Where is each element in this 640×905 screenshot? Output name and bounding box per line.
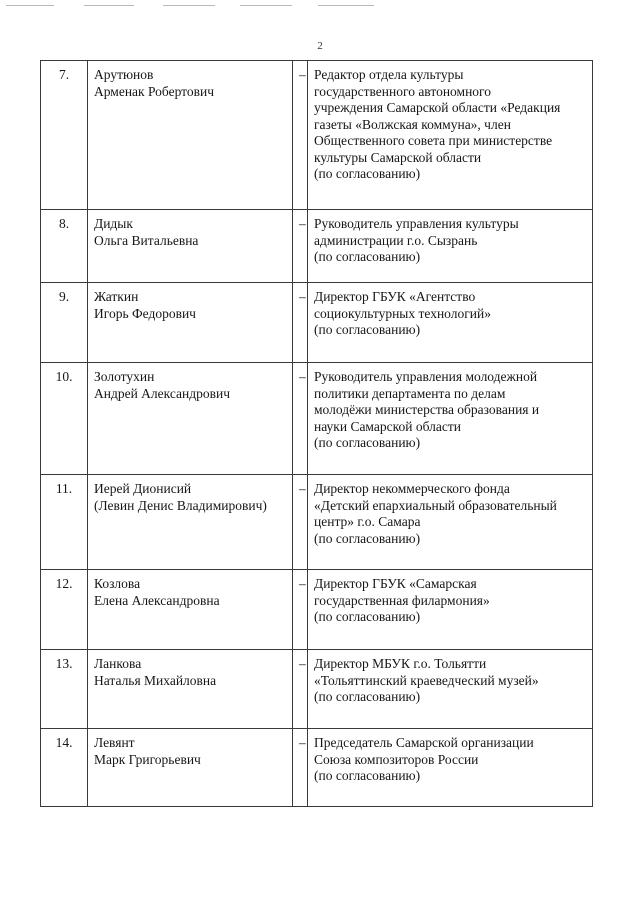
member-row xyxy=(41,61,593,210)
member-role-line: Директор некоммерческого фонда xyxy=(314,481,510,496)
member-role-cell xyxy=(308,650,593,729)
member-role-line: (по согласованию) xyxy=(314,768,421,783)
dash-separator: – xyxy=(293,475,308,570)
member-role-line: Руководитель управления культуры xyxy=(314,216,519,231)
member-row xyxy=(41,650,593,729)
member-role-line: молодёжи министерства образования и xyxy=(314,402,540,417)
member-role-line: учреждения Самарской области «Редакция xyxy=(314,100,561,115)
member-name-line: Золотухин xyxy=(94,369,155,384)
member-name-line: Жаткин xyxy=(94,289,139,304)
member-role-line: Директор МБУК г.о. Тольятти xyxy=(314,656,487,671)
member-name-cell xyxy=(88,570,293,650)
member-role-line: государственного автономного xyxy=(314,83,492,99)
member-role-cell xyxy=(308,570,593,650)
dash-separator: – xyxy=(293,570,308,650)
row-number: 7. xyxy=(41,61,88,210)
member-row xyxy=(41,283,593,363)
member-role-line: (по согласованию) xyxy=(314,530,421,546)
dash-separator: – xyxy=(293,210,308,283)
member-name-line: Дидык xyxy=(94,216,133,231)
member-role-line: культуры Самарской области xyxy=(314,149,482,165)
dash-separator: – xyxy=(293,61,308,210)
member-name-line: Игорь Федорович xyxy=(94,305,196,321)
members-table xyxy=(40,60,593,807)
member-role-cell xyxy=(308,61,593,210)
member-name-line: Козлова xyxy=(94,576,141,591)
dash-separator: – xyxy=(293,729,308,807)
member-row xyxy=(41,729,593,807)
member-name-line: Марк Григорьевич xyxy=(94,751,201,767)
member-role-line: газеты «Волжская коммуна», член xyxy=(314,116,511,132)
member-role-line: Руководитель управления молодежной xyxy=(314,369,538,384)
member-name-line: Ольга Витальевна xyxy=(94,232,199,248)
member-name-line: Арменак Робертович xyxy=(94,83,215,99)
member-role-cell xyxy=(308,729,593,807)
member-role-line: (по согласованию) xyxy=(314,322,421,337)
member-role-line: политики департамента по делам xyxy=(314,385,506,401)
member-role-line: (по согласованию) xyxy=(314,609,421,624)
member-row xyxy=(41,570,593,650)
member-name-line: Арутюнов xyxy=(94,67,154,82)
member-role-line: Директор ГБУК «Агентство xyxy=(314,289,476,304)
member-role-line: (по согласованию) xyxy=(314,689,421,704)
scan-mark xyxy=(6,5,54,6)
member-role-line: «Детский епархиальный образовательный xyxy=(314,497,557,513)
member-name-cell xyxy=(88,363,293,475)
member-row xyxy=(41,363,593,475)
member-name-line: (Левин Денис Владимирович) xyxy=(94,497,267,513)
scan-edge-marks xyxy=(0,0,640,12)
row-number: 11. xyxy=(41,475,88,570)
member-name-line: Елена Александровна xyxy=(94,592,220,608)
member-role-line: Директор ГБУК «Самарская xyxy=(314,576,477,591)
member-row xyxy=(41,210,593,283)
member-name-line: Андрей Александрович xyxy=(94,385,231,401)
member-name-line: Ланкова xyxy=(94,656,142,671)
member-role-line: (по согласованию) xyxy=(314,166,421,181)
member-role-line: науки Самарской области xyxy=(314,418,461,434)
member-row xyxy=(41,475,593,570)
member-role-line: «Тольяттинский краеведческий музей» xyxy=(314,672,539,688)
member-role-line: центр» г.о. Самара xyxy=(314,514,421,529)
scan-mark xyxy=(318,5,374,6)
member-name-cell xyxy=(88,475,293,570)
dash-separator: – xyxy=(293,363,308,475)
member-role-line: социокультурных технологий» xyxy=(314,305,491,321)
member-name-cell xyxy=(88,210,293,283)
member-role-line: (по согласованию) xyxy=(314,249,421,264)
row-number: 8. xyxy=(41,210,88,283)
member-role-cell xyxy=(308,210,593,283)
member-name-line: Левянт xyxy=(94,735,135,750)
member-name-cell xyxy=(88,283,293,363)
scan-mark xyxy=(84,5,134,6)
member-role-line: Общественного совета при министерстве xyxy=(314,133,553,148)
member-name-cell xyxy=(88,61,293,210)
row-number: 14. xyxy=(41,729,88,807)
dash-separator: – xyxy=(293,283,308,363)
row-number: 12. xyxy=(41,570,88,650)
member-role-line: государственная филармония» xyxy=(314,592,490,608)
member-name-line: Наталья Михайловна xyxy=(94,672,217,688)
scan-mark xyxy=(240,5,292,6)
member-name-cell xyxy=(88,650,293,729)
member-role-line: (по согласованию) xyxy=(314,435,421,450)
member-role-line: Союза композиторов России xyxy=(314,751,479,767)
row-number: 13. xyxy=(41,650,88,729)
page-number: 2 xyxy=(317,40,323,52)
members-table-body xyxy=(41,61,593,807)
member-role-cell xyxy=(308,475,593,570)
member-role-line: Редактор отдела культуры xyxy=(314,67,464,82)
member-role-cell xyxy=(308,283,593,363)
member-name-cell xyxy=(88,729,293,807)
member-role-line: администрации г.о. Сызрань xyxy=(314,232,478,248)
row-number: 10. xyxy=(41,363,88,475)
member-role-line: Председатель Самарской организации xyxy=(314,735,534,750)
scan-mark xyxy=(163,5,215,6)
dash-separator: – xyxy=(293,650,308,729)
row-number: 9. xyxy=(41,283,88,363)
member-role-cell xyxy=(308,363,593,475)
member-name-line: Иерей Дионисий xyxy=(94,481,192,496)
